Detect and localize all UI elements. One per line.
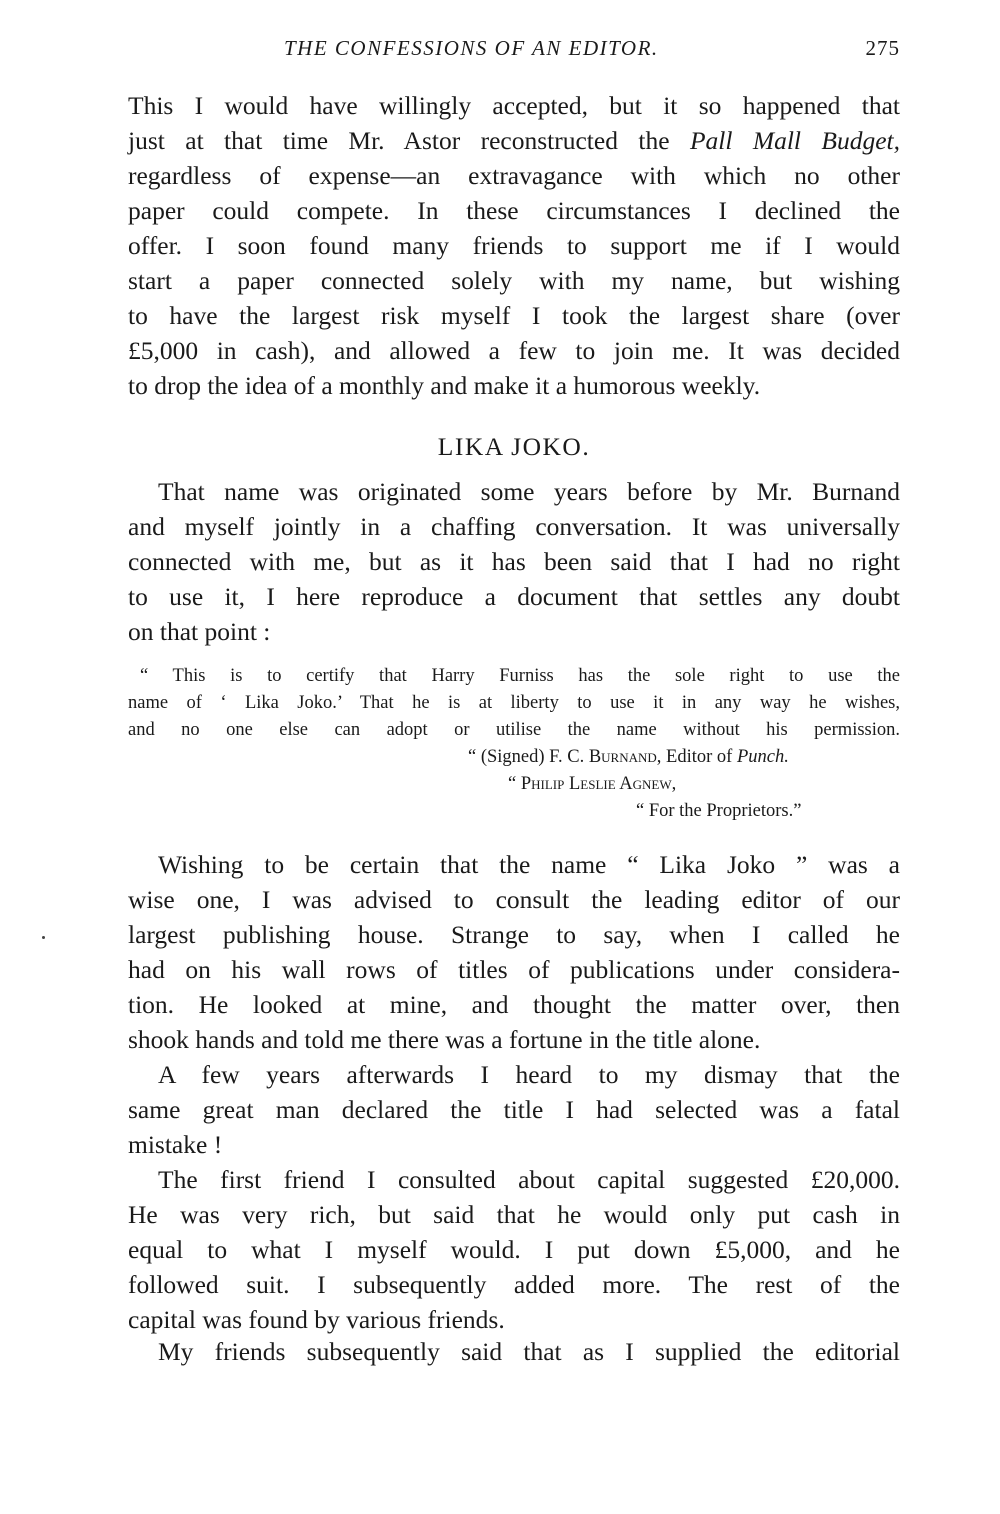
- text-line: had on his wall rows of titles of publications under considera-: [128, 955, 900, 984]
- text-line: tion. He looked at mine, and thought the matter over, then: [128, 990, 900, 1019]
- quote-line: “ This is to certify that Harry Furniss has the sole right to use the: [140, 666, 900, 686]
- certificate-quotation: [128, 663, 900, 825]
- text-line: largest publishing house. Strange to say, when I called he: [128, 920, 900, 949]
- signature-line-editor: [128, 744, 900, 771]
- signature-line-proprietors: “ For the Proprietors.”: [636, 801, 802, 821]
- text-line: The first friend I consulted about capital suggested £20,000.: [158, 1165, 900, 1194]
- text-line: That name was originated some years before by Mr. Burnand: [158, 477, 900, 506]
- text-line: equal to what I myself would. I put down £5,000, and he: [128, 1235, 900, 1264]
- text-line: shook hands and told me there was a fortune in the title alone.: [128, 1025, 761, 1054]
- text-line: same great man declared the title I had selected was a fatal: [128, 1095, 900, 1124]
- quote-line: name of ‘ Lika Joko.’ That he is at liberty to use it in any way he wishes,: [128, 693, 900, 713]
- text-line: offer. I soon found many friends to support me if I would: [128, 231, 900, 260]
- signature-role: , Editor of: [656, 747, 733, 767]
- text-line-part: just at that time Mr. Astor reconstructed the: [128, 126, 670, 155]
- text-line: mistake !: [128, 1130, 223, 1159]
- paragraph-5: [128, 1162, 900, 1337]
- text-line: This I would have willingly accepted, but it so happened that: [128, 91, 900, 120]
- text-line: paper could compete. In these circumstances I declined the: [128, 196, 900, 225]
- paragraph-6: [128, 1334, 900, 1369]
- text-line: My friends subsequently said that as I supplied the editorial: [158, 1337, 900, 1366]
- running-head: [128, 36, 900, 64]
- text-line: and myself jointly in a chaffing conversation. It was universally: [128, 512, 900, 541]
- text-line: Wishing to be certain that the name “ Lika Joko ” was a: [158, 850, 900, 879]
- page-number: 275: [865, 36, 900, 60]
- text-line: followed suit. I subsequently added more. The rest of the: [128, 1270, 900, 1299]
- signature-prefix: “ (Signed) F. C.: [468, 747, 585, 767]
- running-title: THE CONFESSIONS OF AN EDITOR.: [284, 36, 659, 60]
- text-line: connected with me, but as it has been said that I had no right: [128, 547, 900, 576]
- text-line: capital was found by various friends.: [128, 1305, 505, 1334]
- signature-line-proprietor: “ Philip Leslie Agnew,: [508, 774, 677, 794]
- text-line: start a paper connected solely with my name, but wishing: [128, 266, 900, 295]
- signature-publication: Punch.: [736, 747, 789, 767]
- paragraph-1: [128, 88, 900, 403]
- text-line: [128, 123, 900, 158]
- text-line: A few years afterwards I heard to my dismay that the: [158, 1060, 900, 1089]
- text-line: regardless of expense—an extravagance with which no other: [128, 161, 900, 190]
- publication-title: Pall Mall Budget,: [689, 126, 901, 155]
- paragraph-3: [128, 847, 900, 1057]
- section-heading: LIKA JOKO.: [437, 432, 591, 461]
- text-line: He was very rich, but said that he would only put cash in: [128, 1200, 900, 1229]
- text-line: to have the largest risk myself I took the largest share (over: [128, 301, 900, 330]
- text-line: to use it, I here reproduce a document that settles any doubt: [128, 582, 900, 611]
- text-line: wise one, I was advised to consult the leading editor of our: [128, 885, 900, 914]
- signature-name: Burnand: [588, 747, 657, 767]
- text-line: £5,000 in cash), and allowed a few to join me. It was decided: [128, 336, 900, 365]
- paragraph-2: [128, 474, 900, 649]
- text-line: to drop the idea of a monthly and make it a humorous weekly.: [128, 371, 761, 400]
- paragraph-4: [128, 1057, 900, 1162]
- margin-speck: [42, 936, 45, 939]
- quote-line: and no one else can adopt or utilise the name without his permission.: [128, 720, 900, 740]
- text-line: on that point :: [128, 617, 271, 646]
